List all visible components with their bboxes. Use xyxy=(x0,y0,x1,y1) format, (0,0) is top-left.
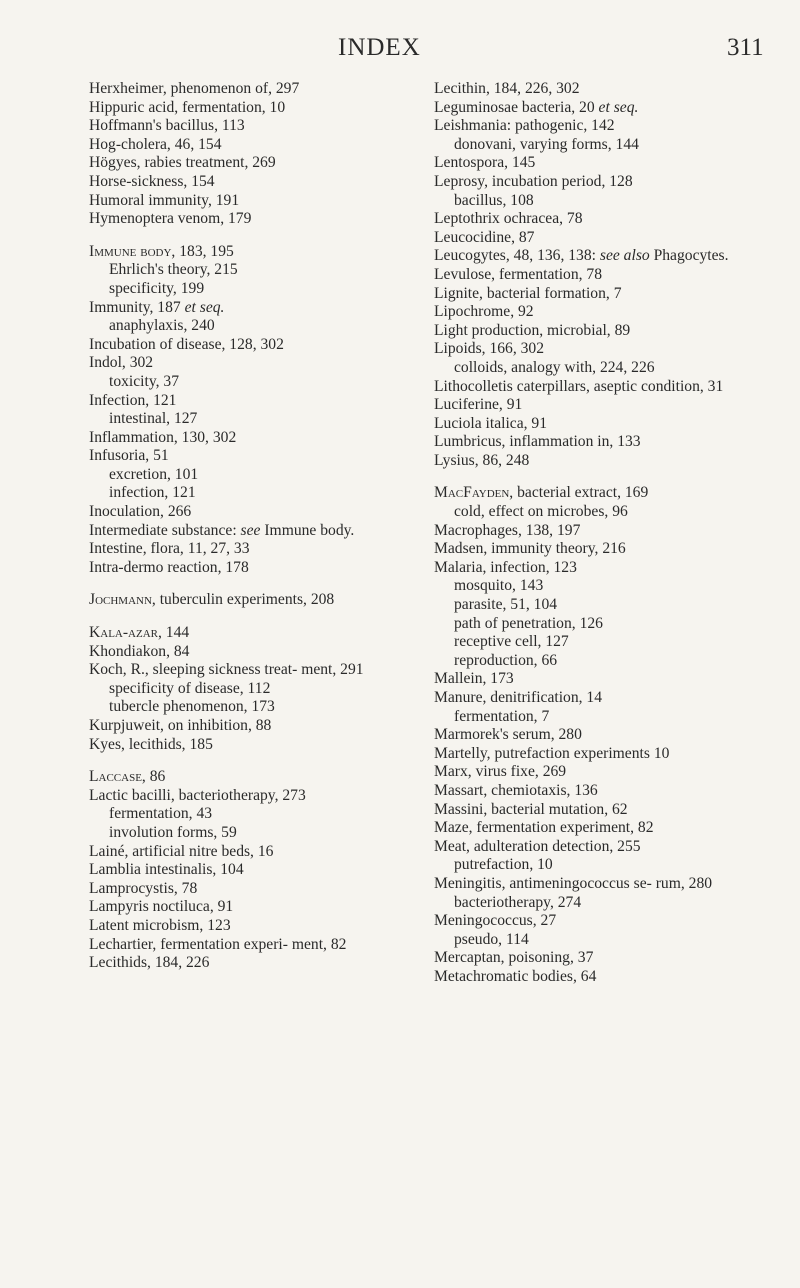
entry-text: tubercle phenomenon, 173 xyxy=(109,698,275,716)
entry-text: Metachromatic bodies, 64 xyxy=(434,967,597,985)
entry-text: bacterial extract, 169 xyxy=(513,484,649,502)
index-entry xyxy=(434,80,758,99)
entry-text: receptive cell, 127 xyxy=(454,633,569,651)
index-entry xyxy=(434,378,758,397)
entry-text: Ehrlich's theory, 215 xyxy=(109,261,238,279)
index-entry xyxy=(89,559,407,578)
index-entry xyxy=(89,210,407,229)
entry-text: Levulose, fermentation, 78 xyxy=(434,265,603,283)
entry-text: bacteriotherapy, 274 xyxy=(454,893,582,911)
index-entry xyxy=(89,136,407,155)
entry-italic: et seq. xyxy=(598,98,639,116)
entry-text: Lampyris noctiluca, 91 xyxy=(89,898,234,916)
index-entry xyxy=(434,452,758,471)
entry-text: Lechartier, fermentation experi- ment, 82 xyxy=(89,935,347,953)
index-entry xyxy=(434,322,758,341)
entry-text: Martelly, putrefaction experiments 10 xyxy=(434,744,670,762)
entry-heading: MacFayden, xyxy=(434,484,514,502)
entry-heading: Laccase, xyxy=(89,768,146,786)
index-entry xyxy=(89,80,407,99)
index-subentry xyxy=(89,280,407,299)
entry-text: specificity, 199 xyxy=(109,279,205,297)
index-entry xyxy=(434,229,758,248)
index-subentry xyxy=(89,261,407,280)
index-entry xyxy=(89,192,407,211)
entry-text: colloids, analogy with, 224, 226 xyxy=(454,358,655,376)
entry-text: Infection, 121 xyxy=(89,391,177,409)
index-entry xyxy=(89,591,407,610)
entry-text: Intestine, flora, 11, 27, 33 xyxy=(89,540,250,558)
index-entry xyxy=(89,243,407,262)
entry-text: Incubation of disease, 128, 302 xyxy=(89,335,284,353)
entry-text: Lactic bacilli, bacteriotherapy, 273 xyxy=(89,786,306,804)
entry-text: Humoral immunity, 191 xyxy=(89,191,240,209)
entry-heading: Immune body, xyxy=(89,242,176,260)
entry-text: Leptothrix ochracea, 78 xyxy=(434,210,583,228)
entry-tail: Immune body. xyxy=(260,521,355,539)
entry-text: Luciola italica, 91 xyxy=(434,414,548,432)
entry-text: Herxheimer, phenomenon of, 297 xyxy=(89,80,300,97)
index-subentry xyxy=(434,136,758,155)
entry-text: Lamprocystis, 78 xyxy=(89,879,198,897)
entry-text: Lumbricus, inflammation in, 133 xyxy=(434,433,641,451)
entry-italic: et seq. xyxy=(184,298,225,316)
index-entry xyxy=(89,661,407,680)
entry-heading: Kala-azar, xyxy=(89,624,162,642)
index-entry xyxy=(89,392,407,411)
entry-text: bacillus, 108 xyxy=(454,191,534,209)
entry-text: Horse-sickness, 154 xyxy=(89,172,215,190)
index-subentry xyxy=(89,410,407,429)
entry-text: anaphylaxis, 240 xyxy=(109,317,215,335)
index-entry xyxy=(434,912,758,931)
entry-text: Kyes, lecithids, 185 xyxy=(89,735,213,753)
letter-section-gap xyxy=(89,229,407,243)
index-entry xyxy=(89,540,407,559)
index-entry xyxy=(89,843,407,862)
entry-text: 183, 195 xyxy=(175,242,234,260)
entry-text: path of penetration, 126 xyxy=(454,614,603,632)
index-subentry xyxy=(89,484,407,503)
index-entry xyxy=(434,838,758,857)
entry-text: Luciferine, 91 xyxy=(434,396,523,414)
entry-text: toxicity, 37 xyxy=(109,372,180,390)
index-entry xyxy=(434,433,758,452)
entry-text: Meningococcus, 27 xyxy=(434,912,557,930)
entry-text: Khondiakon, 84 xyxy=(89,642,190,660)
entry-text: Leucogytes, 48, 136, 138: xyxy=(434,247,600,265)
index-subentry xyxy=(434,596,758,615)
entry-text: Lecithin, 184, 226, 302 xyxy=(434,80,580,97)
index-entry xyxy=(434,99,758,118)
entry-text: Madsen, immunity theory, 216 xyxy=(434,540,626,558)
index-entry xyxy=(89,954,407,973)
entry-text: Lentospora, 145 xyxy=(434,154,536,172)
index-entry xyxy=(89,936,407,955)
index-entry xyxy=(434,303,758,322)
page-number: 311 xyxy=(727,34,764,61)
entry-text: Inflammation, 130, 302 xyxy=(89,428,237,446)
entry-text: Kurpjuweit, on inhibition, 88 xyxy=(89,717,272,734)
entry-text: Lainé, artificial nitre beds, 16 xyxy=(89,842,274,860)
index-entry xyxy=(434,782,758,801)
index-subentry xyxy=(434,633,758,652)
entry-text: Massini, bacterial mutation, 62 xyxy=(434,800,628,818)
index-entry xyxy=(434,726,758,745)
entry-text: specificity of disease, 112 xyxy=(109,679,271,697)
index-entry xyxy=(89,173,407,192)
entry-text: tuberculin experiments, 208 xyxy=(155,591,335,609)
index-entry xyxy=(89,768,407,787)
page-header xyxy=(0,34,800,64)
entry-text: Malaria, infection, 123 xyxy=(434,558,577,576)
index-entry xyxy=(89,643,407,662)
entry-heading: Jochmann, xyxy=(89,591,156,609)
index-subentry xyxy=(434,931,758,950)
entry-text: donovani, varying forms, 144 xyxy=(454,135,639,153)
entry-text: Leprosy, incubation period, 128 xyxy=(434,172,633,190)
entry-text: fermentation, 43 xyxy=(109,805,213,823)
entry-text: 144 xyxy=(161,624,190,642)
running-head: INDEX xyxy=(338,34,421,61)
index-subentry xyxy=(89,698,407,717)
entry-text: Meat, adulteration detection, 255 xyxy=(434,837,641,855)
entry-text: Leguminosae bacteria, 20 xyxy=(434,98,599,116)
index-entry xyxy=(89,336,407,355)
entry-text: putrefaction, 10 xyxy=(454,856,553,874)
entry-text: cold, effect on microbes, 96 xyxy=(454,503,628,521)
entry-text: Marx, virus fixe, 269 xyxy=(434,763,567,781)
index-entry xyxy=(89,99,407,118)
index-entry xyxy=(434,210,758,229)
letter-section-gap xyxy=(89,754,407,768)
entry-text: Latent microbism, 123 xyxy=(89,916,231,934)
index-entry xyxy=(434,559,758,578)
index-entry xyxy=(89,429,407,448)
entry-text: Maze, fermentation experiment, 82 xyxy=(434,819,654,837)
index-entry xyxy=(434,763,758,782)
index-column-right xyxy=(434,80,758,987)
index-entry xyxy=(434,522,758,541)
index-entry xyxy=(434,173,758,192)
entry-text: intestinal, 127 xyxy=(109,410,198,428)
index-entry xyxy=(434,340,758,359)
entry-text: Meningitis, antimeningococcus se- rum, 280 xyxy=(434,874,713,892)
index-subentry xyxy=(434,708,758,727)
index-subentry xyxy=(434,652,758,671)
index-entry xyxy=(89,861,407,880)
entry-text: Leucocidine, 87 xyxy=(434,228,535,246)
index-subentry xyxy=(434,615,758,634)
index-entry xyxy=(89,880,407,899)
index-entry xyxy=(434,670,758,689)
index-entry xyxy=(89,917,407,936)
index-entry xyxy=(434,968,758,987)
index-entry xyxy=(434,540,758,559)
entry-text: Massart, chemiotaxis, 136 xyxy=(434,781,598,799)
index-entry xyxy=(434,689,758,708)
entry-text: Lecithids, 184, 226 xyxy=(89,954,210,972)
entry-text: Hippuric acid, fermentation, 10 xyxy=(89,98,286,116)
entry-text: Högyes, rabies treatment, 269 xyxy=(89,154,276,172)
index-subentry xyxy=(89,680,407,699)
index-entry xyxy=(89,522,407,541)
entry-text: Lamblia intestinalis, 104 xyxy=(89,861,244,879)
index-entry xyxy=(434,285,758,304)
entry-text: Lipoids, 166, 302 xyxy=(434,340,545,358)
index-entry xyxy=(89,736,407,755)
index-entry xyxy=(434,801,758,820)
index-entry xyxy=(89,447,407,466)
letter-section-gap xyxy=(89,610,407,624)
index-subentry xyxy=(89,317,407,336)
entry-text: Koch, R., sleeping sickness treat- ment, 291 xyxy=(89,661,364,679)
index-entry xyxy=(89,117,407,136)
index-entry xyxy=(89,154,407,173)
letter-section-gap xyxy=(434,470,758,484)
index-subentry xyxy=(434,577,758,596)
entry-text: Intermediate substance: xyxy=(89,521,241,539)
entry-text: Intra-dermo reaction, 178 xyxy=(89,558,249,576)
entry-italic: see xyxy=(240,521,261,539)
entry-text: Manure, denitrification, 14 xyxy=(434,689,603,706)
entry-text: Indol, 302 xyxy=(89,354,154,372)
entry-text: reproduction, 66 xyxy=(454,651,558,669)
index-entry xyxy=(89,787,407,806)
index-entry xyxy=(434,247,758,266)
entry-text: Marmorek's serum, 280 xyxy=(434,726,582,744)
index-entry xyxy=(89,354,407,373)
entry-text: Mercaptan, poisoning, 37 xyxy=(434,949,594,967)
entry-text: pseudo, 114 xyxy=(454,930,529,948)
index-column-left xyxy=(89,80,407,973)
index-entry xyxy=(434,484,758,503)
entry-text: Macrophages, 138, 197 xyxy=(434,521,581,539)
index-entry xyxy=(89,299,407,318)
entry-text: Inoculation, 266 xyxy=(89,503,192,521)
entry-text: infection, 121 xyxy=(109,484,196,502)
letter-section-gap xyxy=(89,577,407,591)
index-subentry xyxy=(434,192,758,211)
index-entry xyxy=(434,266,758,285)
entry-text: Leishmania: pathogenic, 142 xyxy=(434,117,615,135)
entry-text: Light production, microbial, 89 xyxy=(434,321,631,339)
index-entry xyxy=(89,624,407,643)
entry-text: Lignite, bacterial formation, 7 xyxy=(434,284,622,302)
index-entry xyxy=(434,117,758,136)
entry-text: Hoffmann's bacillus, 113 xyxy=(89,117,245,135)
index-entry xyxy=(89,898,407,917)
index-subentry xyxy=(434,856,758,875)
entry-text: fermentation, 7 xyxy=(454,707,550,725)
index-entry xyxy=(89,503,407,522)
entry-text: Mallein, 173 xyxy=(434,670,514,688)
index-subentry xyxy=(89,466,407,485)
entry-text: Immunity, 187 xyxy=(89,298,185,316)
index-subentry xyxy=(89,824,407,843)
index-entry xyxy=(434,396,758,415)
entry-text: 86 xyxy=(145,768,166,786)
index-entry xyxy=(434,949,758,968)
entry-text: Hog-cholera, 46, 154 xyxy=(89,135,222,153)
index-entry xyxy=(89,717,407,736)
entry-text: mosquito, 143 xyxy=(454,577,544,595)
entry-text: Hymenoptera venom, 179 xyxy=(89,210,252,228)
index-entry xyxy=(434,745,758,764)
index-subentry xyxy=(89,805,407,824)
entry-text: excretion, 101 xyxy=(109,465,199,483)
index-subentry xyxy=(434,359,758,378)
entry-text: involution forms, 59 xyxy=(109,823,237,841)
entry-italic: see also xyxy=(599,247,650,265)
index-subentry xyxy=(434,503,758,522)
entry-tail: Phagocytes. xyxy=(649,247,729,265)
index-subentry xyxy=(434,894,758,913)
entry-text: Lithocolletis caterpillars, aseptic condition, 31 xyxy=(434,377,724,395)
index-subentry xyxy=(89,373,407,392)
index-entry xyxy=(434,154,758,173)
entry-text: Lysius, 86, 248 xyxy=(434,451,530,469)
entry-text: Infusoria, 51 xyxy=(89,447,169,465)
entry-text: Lipochrome, 92 xyxy=(434,303,534,321)
index-entry xyxy=(434,819,758,838)
index-entry xyxy=(434,875,758,894)
entry-text: parasite, 51, 104 xyxy=(454,596,558,614)
index-entry xyxy=(434,415,758,434)
